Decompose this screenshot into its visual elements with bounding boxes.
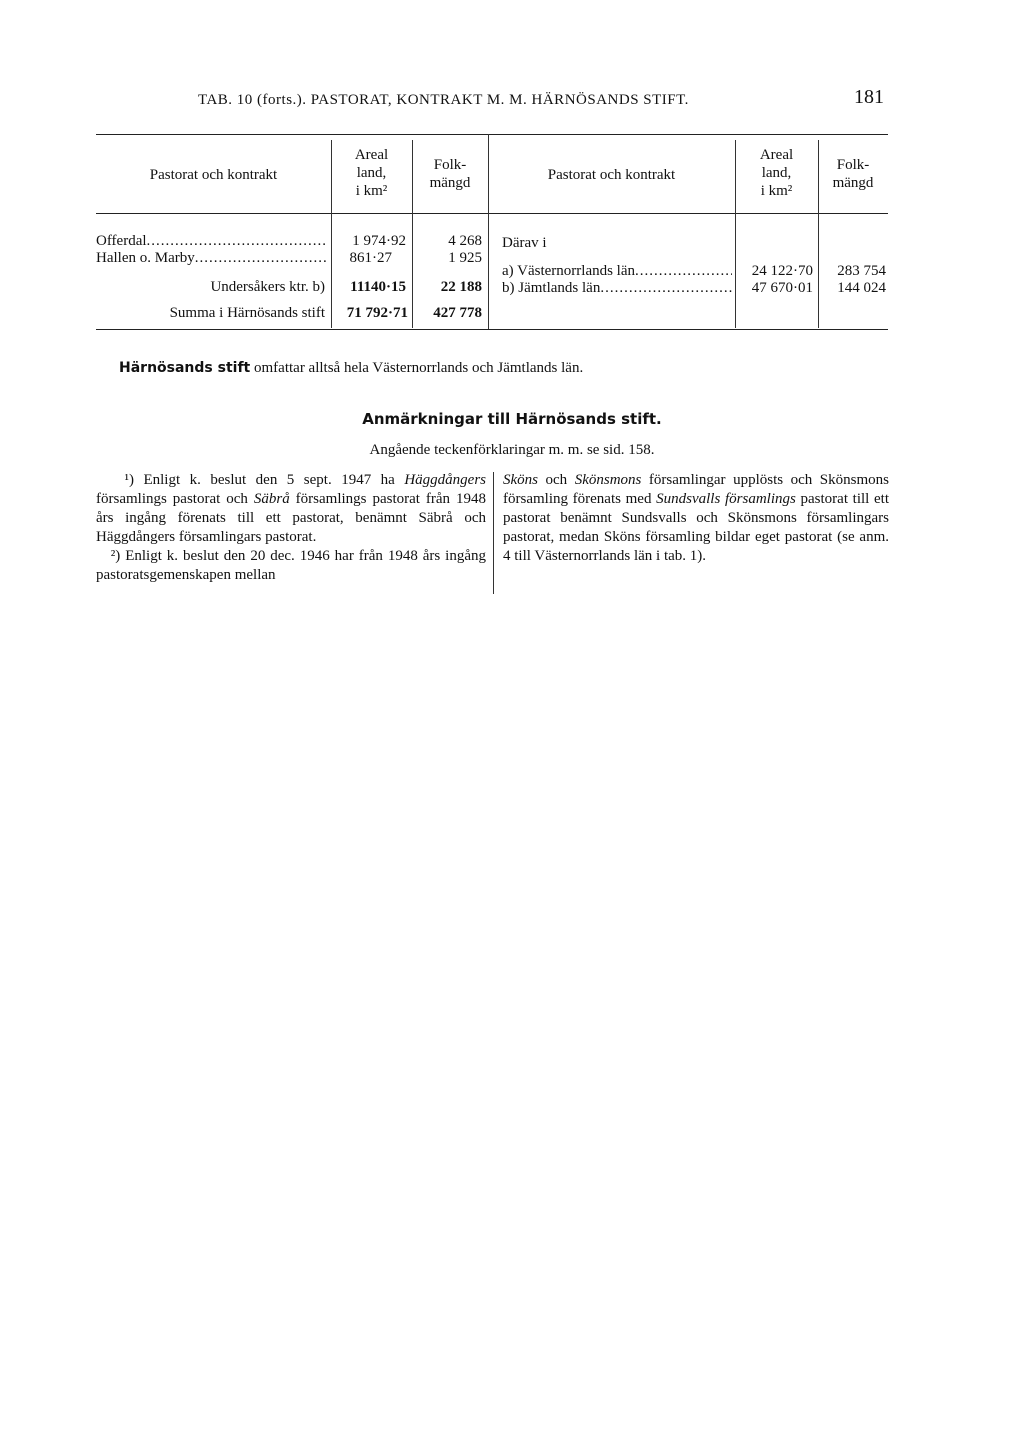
footnote-1: ¹) Enligt k. beslut den 5 sept. 1947 ha Häggdångers församlings pastorat och Säbrå församlings pastorat från 1948 års ingång förenats till ett pastorat, benämnt Säbrå och Häggdångers församlingars pastorat. [96,472,486,545]
table-cell-area: 1 974·92 [352,233,406,249]
footnote-column-divider [493,472,494,594]
col-header-name-left: Pastorat och kontrakt [149,167,278,183]
table-header-rule [96,213,888,214]
table-cell-area: 47 670·01 [751,280,813,296]
table-cell-area: 24 122·70 [751,263,813,279]
table-row-name: a) Västernorrlands län ..... [502,260,732,282]
table-cell-pop: 1 925 [448,250,482,266]
table-cell-area: 861·27 [349,250,392,266]
col-header-area-right: Areal land, i km² [759,147,794,199]
page-number: 181 [854,86,884,108]
table-bottom-rule [96,329,888,330]
table-cell-pop: 283 754 [837,263,886,279]
footnote-right-column: Sköns och Skönsmons församlingar upplösts och Skönsmons församling förenats med Sundsvalls församlings pastorat till ett pastorat benämnt Sundsvalls och Skönsmons församlingars pastorat, medan Sköns församling bildar eget pastorat (se anm. 4 till Västernorrlands län i tab. 1). [503,472,889,564]
summary-paragraph: Härnösands stift omfattar alltså hela Västernorrlands och Jämtlands län. [119,360,584,376]
footnote-left-column [96,471,486,585]
table-cell-area: 71 792·71 [346,305,408,321]
col-header-pop-right: Folk- mängd [832,157,874,191]
table-row-name: Hallen o. Marby ..... [96,247,328,269]
col-rule-mid [488,134,489,329]
table-cell-area: 11140·15 [350,279,406,295]
running-header: TAB. 10 (forts.). PASTORAT, KONTRAKT M. M. HÄRNÖSANDS STIFT. [198,92,689,108]
col-header-name-right: Pastorat och kontrakt [547,167,676,183]
summary-bold-term: Härnösands stift [119,360,251,376]
footnote-2: ²) Enligt k. beslut den 20 dec. 1946 har från 1948 års ingång pastoratsgemenskapen mellan [96,548,486,583]
table-top-rule [96,134,888,135]
table-row-subtotal: Undersåkers ktr. b) [210,279,325,295]
table-cell-pop: 144 024 [837,280,886,296]
notes-subtitle: Angående teckenförklaringar m. m. se sid. 158. [369,442,655,458]
table-row-name: b) Jämtlands län ..... [502,277,732,299]
notes-title: Anmärkningar till Härnösands stift. [362,410,662,428]
col-header-area-left: Areal land, i km² [354,147,389,199]
table-cell-pop: 4 268 [448,233,482,249]
col-header-pop-left: Folk- mängd [429,157,471,191]
table-cell-pop: 427 778 [433,305,482,321]
table-subheading: Därav i [502,235,547,251]
table-cell-pop: 22 188 [440,279,482,295]
table-row-name: Offerdal ..... [96,230,328,252]
table-row-total: Summa i Härnösands stift [169,305,325,321]
